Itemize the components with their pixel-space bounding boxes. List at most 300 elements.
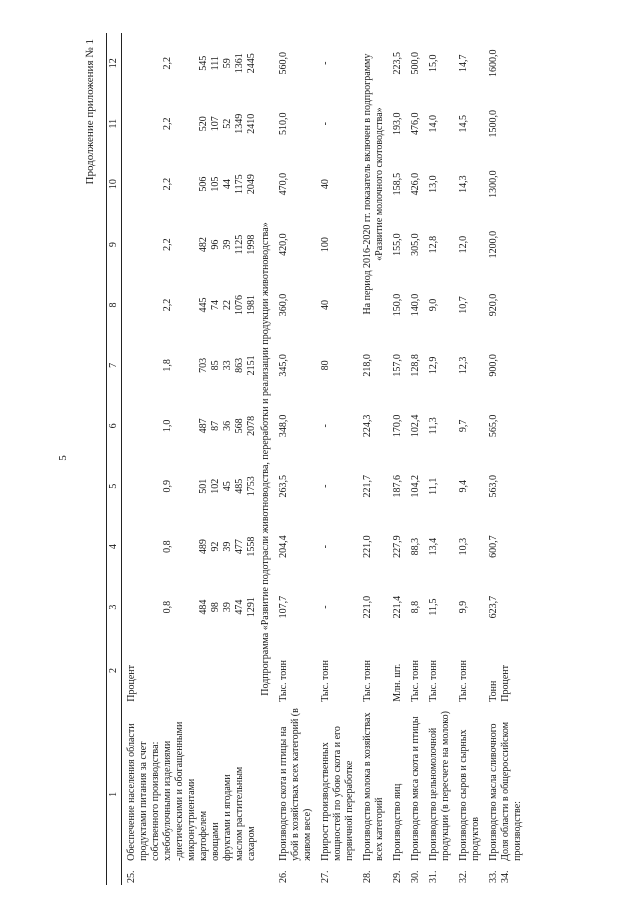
value: 104,2 [410,475,421,498]
sub-indicator-name: сахаром [246,826,257,861]
indicator-name [386,704,404,863]
value: 510,0 [278,112,289,135]
header-cell: 11 [107,94,122,154]
value: 218,0 [362,354,373,377]
row-number-line: 33. [488,870,499,883]
sub-indicator-name: картофелем [198,810,209,861]
value-cell: 98 [210,602,221,613]
value: 560,0 [278,52,289,75]
value-cell [122,577,163,637]
value: 170,0 [392,414,403,438]
value: 14,5 [458,114,469,133]
value: 900,0 [488,354,499,377]
value-cell [356,516,386,576]
sub-indicator-name: овощами [210,822,221,861]
value-cell: 863 [234,357,245,373]
table-body [122,33,525,885]
indicator-name [404,704,422,863]
value-cell: 1175 [234,174,245,194]
value: 204,4 [278,535,289,558]
value: 224,3 [362,414,373,438]
unit-cell [314,637,356,703]
value: 155,0 [392,233,403,256]
value-cell [314,456,356,516]
row-number [314,863,356,885]
value: 14,0 [428,114,439,133]
value: 107,7 [278,595,289,619]
unit-cell [162,637,198,703]
value-cell [272,275,314,335]
value: 500,0 [410,52,421,75]
value-cell [314,275,356,335]
value-cell [422,335,452,395]
value-cell: 1125 [234,234,245,255]
unit-line: Тыс. тонн [320,660,331,702]
value: 8,8 [410,600,421,614]
row-number-line: 25. [126,870,137,883]
indicator-name-line: Производство скота и птицы на убой в хозяйствах всех категорий (в живом весе) [278,708,313,861]
value-cell [386,214,404,274]
value-cell: 1,8 [162,359,173,372]
header-cell: 10 [107,154,122,214]
value-cell [452,335,482,395]
unit-cell [386,637,404,703]
value: 1600,0 [488,49,499,77]
value-cell [422,94,452,154]
unit-line: Тыс. тонн [278,660,289,702]
value-cell: 22 [222,299,233,310]
value-cell [482,396,524,456]
value: 193,0 [392,112,403,135]
value: 227,9 [392,535,403,558]
value-cell [404,516,422,576]
value: 12,8 [428,235,439,254]
value-cell [482,577,524,637]
header-cell: 6 [107,396,122,456]
unit-cell [452,637,482,703]
value-cell: 506 [198,176,209,192]
value-cell [386,275,404,335]
value-cell: 0,8 [162,600,173,614]
value-cell [452,577,482,637]
indicator-name-line: Производство цельномолочной продукции (в пересчете на молоко) [428,711,451,861]
indicator-name-line: Доля области в общероссийском производстве: [500,721,523,861]
unit-cell [234,637,246,703]
value-cell: 474 [234,599,245,615]
sub-indicator-name: маслом растительным [234,766,245,861]
value: - [320,545,331,549]
value-cell: 2049 [246,174,257,195]
value: 9,9 [458,600,469,614]
value-cell: 102 [210,478,221,494]
value-cell [272,33,314,94]
value: 221,0 [362,595,373,619]
subprogram-row [258,33,272,885]
value: 12,3 [458,356,469,375]
value: 10,7 [458,296,469,314]
value-cell [482,94,524,154]
rotated-page [82,25,592,895]
value-cell [356,335,386,395]
header-cell: 7 [107,335,122,395]
table-row [356,33,386,885]
value: 40 [320,179,331,190]
value-cell: 1291 [246,597,257,618]
unit-line: Тыс. тонн [458,660,469,702]
row-number [422,863,452,885]
value: 14,7 [458,54,469,72]
value: 9,0 [428,298,439,312]
value-cell [482,33,524,94]
value-cell: 703 [198,357,209,373]
value-cell: 489 [198,539,209,555]
value: 600,7 [488,535,499,558]
value: 476,0 [410,112,421,135]
value: 623,7 [488,595,499,619]
row-number [222,863,234,885]
unit-line: Процент [126,665,137,702]
value: 88,3 [410,537,421,556]
value-cell [404,577,422,637]
value-cell: 484 [198,599,209,615]
header-row [107,33,122,885]
unit-cell [482,637,524,703]
value: 426,0 [410,172,421,196]
value-cell: 59 [222,58,233,69]
table-row [452,33,482,885]
value: 420,0 [278,233,289,256]
value-cell: 485 [234,478,245,494]
row-number [386,863,404,885]
value-cell [314,154,356,214]
value-cell [386,516,404,576]
unit-line: Тонн [488,680,499,702]
value-cell [122,516,163,576]
value-cell: 1558 [246,536,257,557]
value-cell [272,396,314,456]
value-cell: 2,2 [162,177,173,191]
value: 157,0 [392,354,403,377]
value: - [320,122,331,126]
unit-cell [222,637,234,703]
value-cell [404,335,422,395]
value-cell: 1349 [234,113,245,134]
unit-line: Тыс. тонн [362,660,373,702]
value-cell: 568 [234,418,245,434]
sub-indicator-name: хлебобулочными изделиями -диетическими и обогащенными микронутриентами [162,721,197,861]
value: 100 [320,237,331,253]
value-cell [386,154,404,214]
indicator-name [356,704,386,863]
row-number [122,863,163,885]
table-row-sub [162,33,198,885]
value-cell: 105 [210,176,221,192]
value-cell [452,516,482,576]
value: 13,0 [428,175,439,193]
value-cell [386,577,404,637]
value-cell: 52 [222,118,233,129]
value-cell: 482 [198,237,209,253]
value: 1500,0 [488,109,499,138]
unit-cell [422,637,452,703]
table-row [122,33,163,885]
value-cell: 1361 [234,53,245,74]
indicator-name [422,704,452,863]
value: - [320,61,331,65]
table-row-sub [210,33,222,885]
value: 348,0 [278,414,289,438]
value-cell [452,154,482,214]
value-cell [272,516,314,576]
value-cell: 545 [198,55,209,71]
header-cell: 2 [107,637,122,703]
row-number [198,863,210,885]
value: 128,8 [410,354,421,377]
indicator-name [122,704,163,863]
value-cell [422,33,452,94]
value: 14,3 [458,175,469,193]
value-cell [482,154,524,214]
value-cell [272,154,314,214]
value: 1200,0 [488,230,499,259]
value-cell: 2078 [246,415,257,436]
indicator-name [482,704,524,863]
value-cell [404,275,422,335]
unit-cell [404,637,422,703]
value-cell: 1,0 [162,419,173,433]
indicator-name-line: Производство молока в хозяйствах всех категорий [362,712,385,861]
value-cell: 1076 [234,294,245,315]
value: 565,0 [488,414,499,438]
value: 221,4 [392,595,403,619]
row-number [246,863,258,885]
value: 15,0 [428,54,439,72]
row-number-line: 27. [320,870,331,883]
page-number: 5 [56,455,69,461]
sub-indicator-name: фруктами и ягодами [222,774,233,861]
value-cell [122,214,163,274]
table-row [422,33,452,885]
merged-note: На период 2016-2020 гг. показатель включен в подпрограмму «Развитие молочного скотоводства» [362,53,385,315]
value-cell [272,456,314,516]
value: 345,0 [278,354,289,377]
row-number-line: 31. [428,870,439,883]
unit-cell [356,637,386,703]
subprogram-title: Подпрограмма «Развитие подотрасли животноводства, переработки и реализации продукции животноводства» [260,222,271,696]
value-cell [386,94,404,154]
table-row [386,33,404,885]
header-cell: 12 [107,33,122,94]
indicator-name [314,704,356,863]
value-cell [272,335,314,395]
table-row [404,33,422,885]
value-cell: 445 [198,297,209,313]
indicator-name-line: Прирост производственных мощностей по убою скота и его первичной переработке [320,726,355,861]
value-cell: 2,2 [162,238,173,251]
value-cell: 33 [222,360,233,371]
indicator-name-line: Производство яиц [392,783,403,861]
unit-cell [210,637,222,703]
value-cell [452,275,482,335]
value-cell [314,396,356,456]
unit-cell [122,637,163,703]
value: - [320,484,331,488]
unit-cell [198,637,210,703]
value: 470,0 [278,172,289,196]
value-cell [122,456,163,516]
value-cell: 477 [234,539,245,555]
indicators-table [106,33,524,885]
row-number-line: 32. [458,870,469,883]
value: 80 [320,360,331,371]
value-cell [452,396,482,456]
unit-cell [272,637,314,703]
unit-line: Тыс. тонн [410,660,421,702]
header-cell: 1 [107,704,122,885]
value: 223,5 [392,52,403,75]
row-number-line: 34. [500,870,511,883]
value: - [320,605,331,609]
value-cell: 0,9 [162,480,173,493]
value-cell: 44 [222,179,233,190]
value-cell: 39 [222,602,233,613]
continuation-label: Продолжение приложения № 1 [84,39,96,185]
value-cell [314,577,356,637]
unit-line: Млн. шт. [392,663,403,702]
value-cell: 2,2 [162,57,173,70]
value-cell [404,396,422,456]
value-cell: 87 [210,420,221,431]
table-row-sub [222,33,234,885]
value-cell [314,33,356,94]
value-cell: 85 [210,360,221,371]
value-cell [404,94,422,154]
value-cell: 45 [222,481,233,492]
value-cell [122,396,163,456]
value-cell [404,214,422,274]
row-number [452,863,482,885]
value-cell [386,456,404,516]
value-cell [386,396,404,456]
value-cell: 520 [198,116,209,132]
value-cell [122,33,163,94]
value-cell [482,214,524,274]
value-cell [482,516,524,576]
value-cell [452,94,482,154]
value-cell: 2410 [246,113,257,134]
row-number-line: 28. [362,870,373,883]
value-cell [422,396,452,456]
header-cell: 4 [107,516,122,576]
row-number [210,863,222,885]
value: 1300,0 [488,170,499,198]
value-cell [452,33,482,94]
row-number [482,863,524,885]
value-cell [314,94,356,154]
value-cell [452,214,482,274]
header-cell: 9 [107,214,122,274]
value-cell [404,154,422,214]
value: 11,5 [428,598,439,616]
table-row-sub [234,33,246,885]
value-cell: 487 [198,418,209,434]
table-row-sub [198,33,210,885]
indicator-name-line: Производство мяса скота и птицы [410,716,421,861]
value-cell [122,94,163,154]
value-cell: 111 [210,56,221,71]
value-cell: 39 [222,541,233,552]
value: 158,5 [392,172,403,196]
value-cell [356,456,386,516]
value-cell: 96 [210,239,221,250]
indicator-name [272,704,314,863]
value-cell [482,335,524,395]
table-row [482,33,524,885]
table-row-sub [246,33,258,885]
value: 263,5 [278,475,289,498]
value-cell [356,396,386,456]
row-number-line: 26. [278,870,289,883]
value: 13,4 [428,537,439,556]
value-cell [452,456,482,516]
value-cell: 74 [210,299,221,310]
value-cell [122,275,163,335]
value: 10,3 [458,537,469,556]
indicator-name [452,704,482,863]
value-cell [272,94,314,154]
value-cell [422,154,452,214]
value: 221,7 [362,475,373,498]
row-number [234,863,246,885]
value-cell [482,456,524,516]
value-cell [272,214,314,274]
value-cell [404,456,422,516]
value: 360,0 [278,293,289,317]
indicator-name-line: Производство масла сливочного [488,723,499,861]
row-number-line: 29. [392,870,403,883]
row-number-line: 30. [410,870,421,883]
value: 305,0 [410,233,421,256]
value-cell [314,214,356,274]
value-cell: 2,2 [162,298,173,312]
value: 9,4 [458,480,469,493]
value-cell [422,275,452,335]
value-cell: 501 [198,478,209,494]
value: - [320,424,331,428]
header-cell: 3 [107,577,122,637]
table-row [314,33,356,885]
value-cell [386,33,404,94]
value: 563,0 [488,475,499,498]
value: 11,3 [428,417,439,435]
value-cell: 1753 [246,476,257,497]
value: 150,0 [392,293,403,317]
value-cell: 2445 [246,53,257,74]
unit-cell [246,637,258,703]
value-cell [422,577,452,637]
value-cell: 1981 [246,294,257,315]
value: 920,0 [488,293,499,317]
row-number [356,863,386,885]
value: 12,0 [458,235,469,254]
value: 140,0 [410,293,421,317]
value-cell: 92 [210,541,221,552]
value-cell [122,335,163,395]
header-cell: 5 [107,456,122,516]
value: 187,6 [392,475,403,498]
value-cell [314,516,356,576]
value-cell [314,335,356,395]
